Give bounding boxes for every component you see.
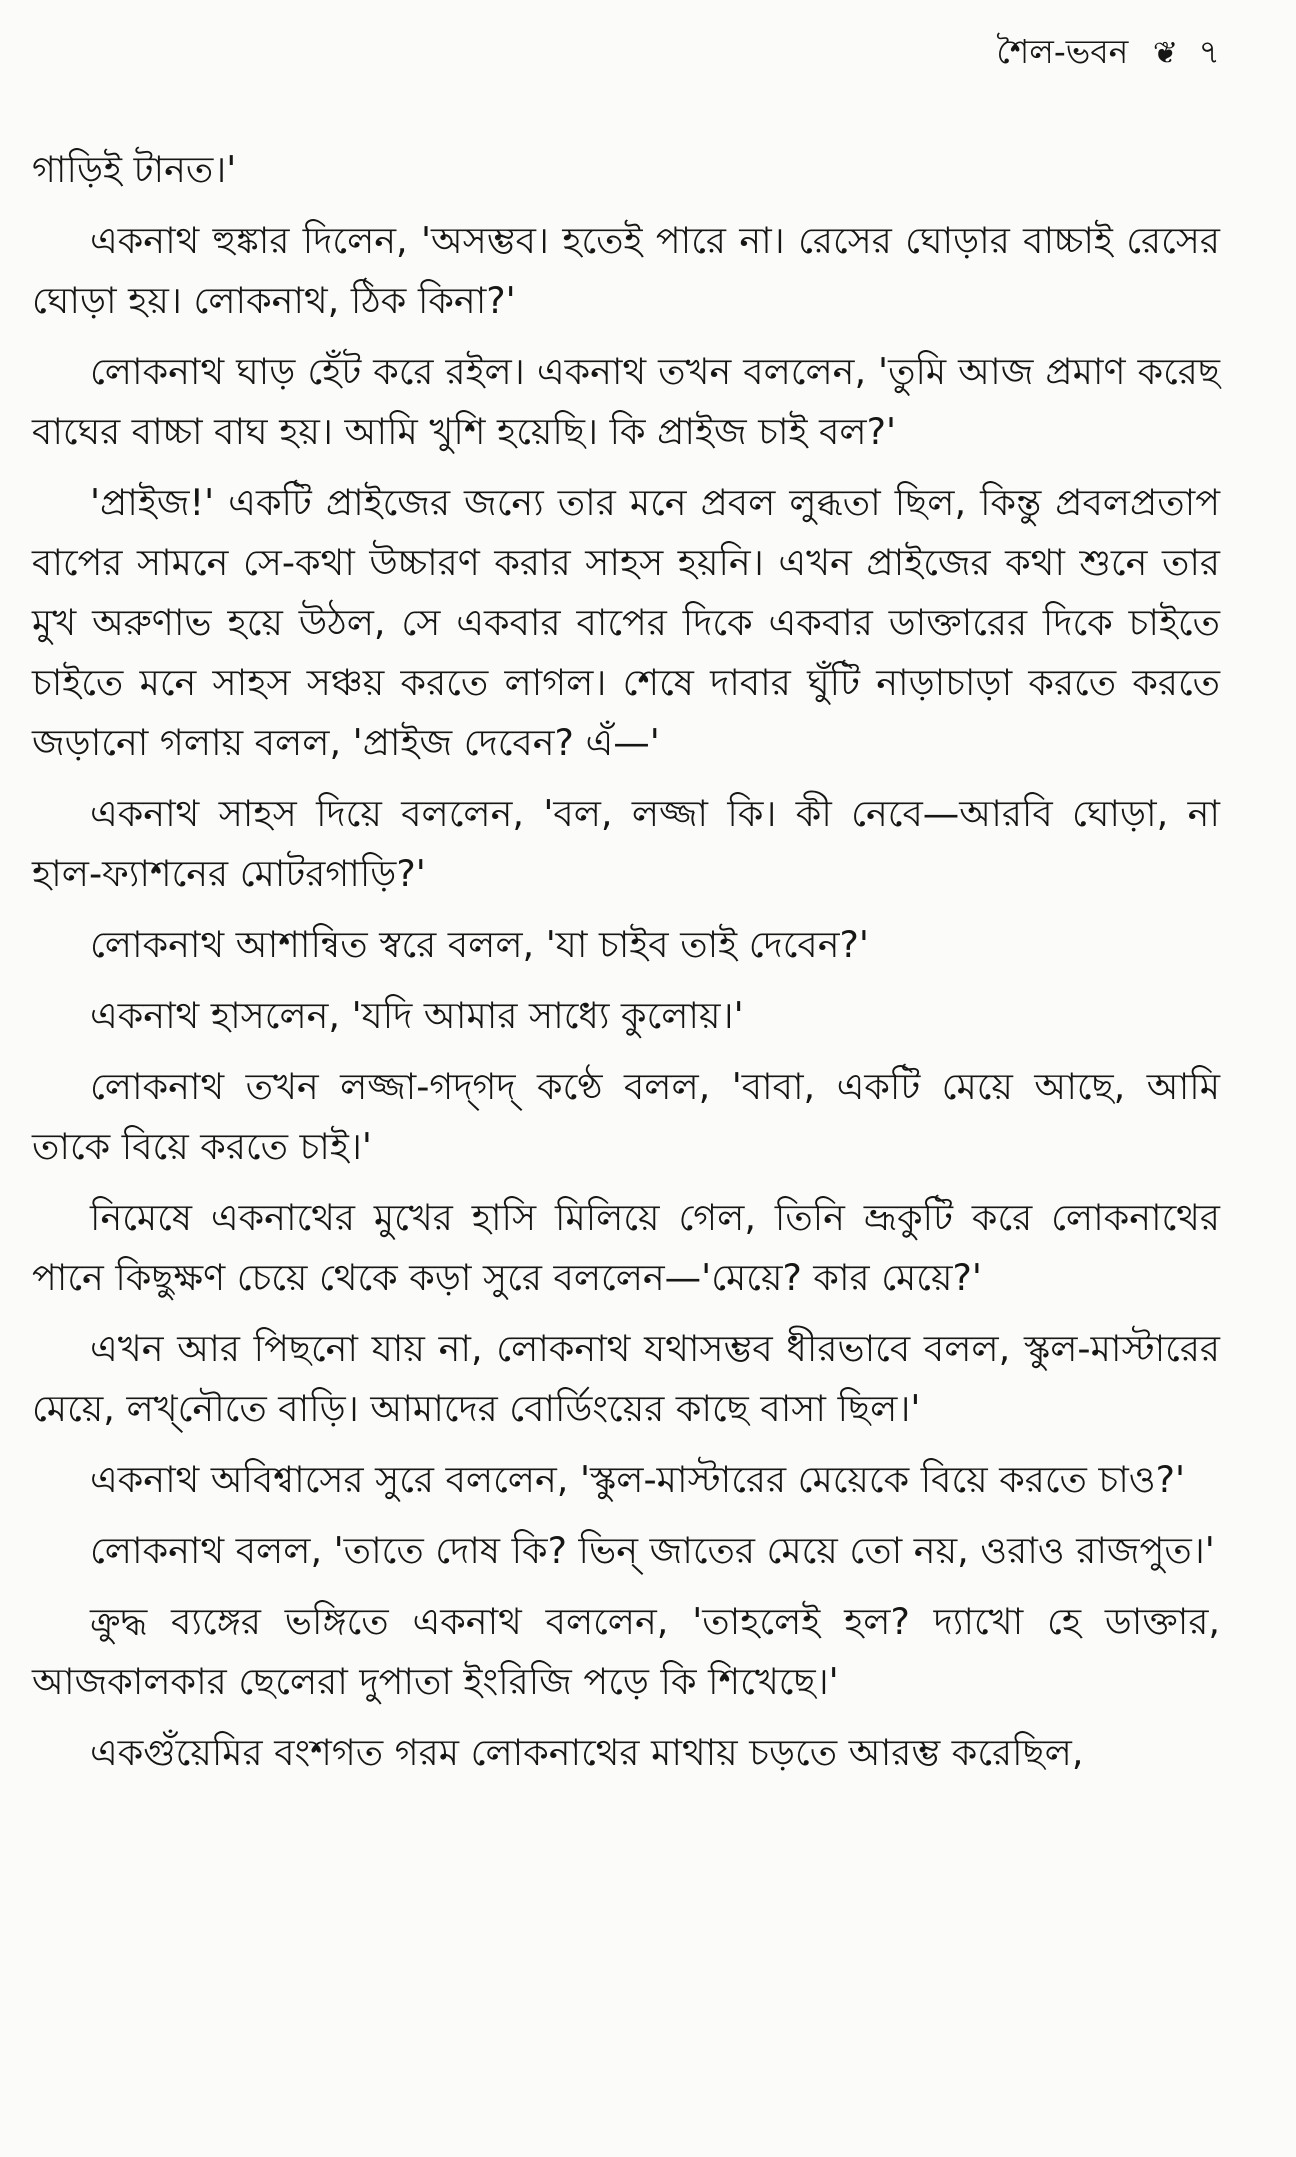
leaf-ornament-icon: ❦ <box>1152 36 1179 71</box>
header-title: শৈল-ভবন <box>996 32 1129 71</box>
paragraph: একনাথ হুঙ্কার দিলেন, 'অসম্ভব। হতেই পারে না। রেসের ঘোড়ার বাচ্চাই রেসের ঘোড়া হয়। লোকনাথ, ঠিক কিনা?' <box>32 219 1220 322</box>
paragraph: এখন আর পিছনো যায় না, লোকনাথ যথাসম্ভব ধীরভাবে বলল, স্কুল-মাস্টারের মেয়ে, লখ্‌নৌতে বাড়ি। আমাদের বোর্ডিংয়ের কাছে বাসা ছিল।' <box>32 1327 1220 1430</box>
paragraph: ক্রুদ্ধ ব্যঙ্গের ভঙ্গিতে একনাথ বললেন, 'তাহলেই হল? দ্যাখো হে ডাক্তার, আজকালকার ছেলেরা দুপাতা ইংরিজি পড়ে কি শিখেছে।' <box>32 1600 1220 1703</box>
page-number: ৭ <box>1198 32 1220 71</box>
paragraph: গাড়িই টানত।' <box>32 148 237 191</box>
paragraph: লোকনাথ তখন লজ্জা-গদ্‌গদ্ কণ্ঠে বলল, 'বাবা, একটি মেয়ে আছে, আমি তাকে বিয়ে করতে চাই।' <box>32 1065 1220 1168</box>
page-body <box>32 140 1220 1783</box>
paragraph: একগুঁয়েমির বংশগত গরম লোকনাথের মাথায় চড়তে আরম্ভ করেছিল, <box>90 1731 1084 1774</box>
paragraph: 'প্রাইজ!' একটি প্রাইজের জন্যে তার মনে প্রবল লুব্ধতা ছিল, কিন্তু প্রবলপ্রতাপ বাপের সামনে সে-কথা উচ্চারণ করার সাহস হয়নি। এখন প্রাইজের কথা শুনে তার মুখ অরুণাভ হয়ে উঠল, সে একবার বাপের দিকে একবার ডাক্তারের দিকে চাইতে চাইতে মনে সাহস সঞ্চয় করতে লাগল। শেষে দাবার ঘুঁটি নাড়াচাড়া করতে করতে জড়ানো গলায় বলল, 'প্রাইজ দেবেন? এঁ—' <box>32 481 1220 764</box>
paragraph: লোকনাথ আশান্বিত স্বরে বলল, 'যা চাইব তাই দেবেন?' <box>90 923 869 966</box>
paragraph: একনাথ সাহস দিয়ে বললেন, 'বল, লজ্জা কি। কী নেবে—আরবি ঘোড়া, না হাল-ফ্যাশনের মোটরগাড়ি?' <box>32 792 1220 895</box>
paragraph: লোকনাথ বলল, 'তাতে দোষ কি? ভিন্ জাতের মেয়ে তো নয়, ওরাও রাজপুত।' <box>90 1529 1215 1572</box>
running-header <box>32 30 1220 90</box>
paragraph: একনাথ অবিশ্বাসের সুরে বললেন, 'স্কুল-মাস্টারের মেয়েকে বিয়ে করতে চাও?' <box>90 1458 1186 1501</box>
paragraph: লোকনাথ ঘাড় হেঁট করে রইল। একনাথ তখন বললেন, 'তুমি আজ প্রমাণ করেছ বাঘের বাচ্চা বাঘ হয়। আমি খুশি হয়েছি। কি প্রাইজ চাই বল?' <box>32 350 1220 453</box>
paragraph: একনাথ হাসলেন, 'যদি আমার সাধ্যে কুলোয়।' <box>90 994 744 1037</box>
paragraph: নিমেষে একনাথের মুখের হাসি মিলিয়ে গেল, তিনি ভ্রূকুটি করে লোকনাথের পানে কিছুক্ষণ চেয়ে থেকে কড়া সুরে বললেন—'মেয়ে? কার মেয়ে?' <box>32 1196 1220 1299</box>
